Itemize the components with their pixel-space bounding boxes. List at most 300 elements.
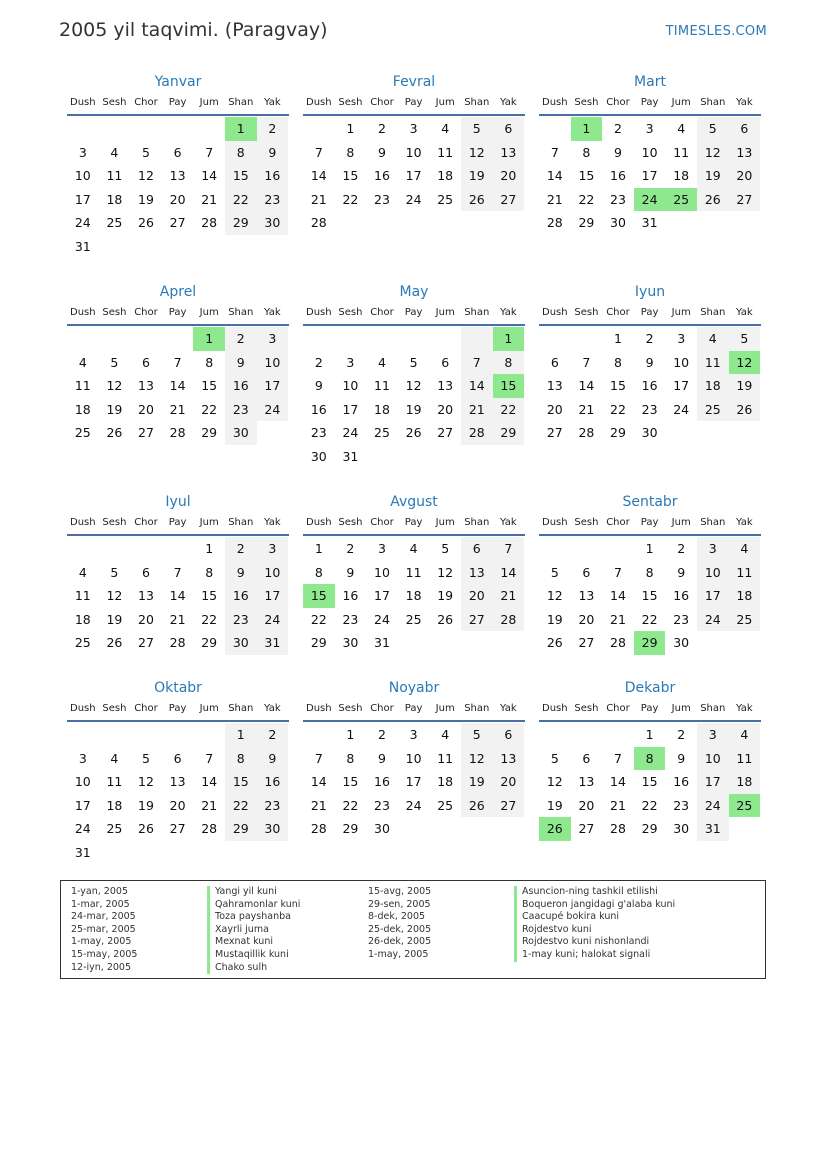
- weekday-label: Chor: [134, 517, 158, 528]
- day-cell: 29: [610, 425, 626, 441]
- legend-entry: 25-dek, 2005: [368, 923, 432, 935]
- day-cell: 28: [201, 821, 218, 837]
- weekday-header: [539, 512, 761, 536]
- day-cell: 8: [346, 144, 355, 160]
- empty-cell: [303, 723, 335, 747]
- day-cell: 2: [378, 121, 386, 136]
- weekday-header: [539, 92, 761, 116]
- day-cell: 30: [225, 631, 257, 655]
- legend-entry: Toza payshanba: [207, 911, 300, 924]
- day-cell: 10: [405, 144, 422, 160]
- day-cell: 16: [310, 401, 327, 417]
- holiday-day: 1: [225, 117, 257, 141]
- day-cell: 16: [257, 164, 289, 188]
- day-cell: 14: [546, 168, 563, 184]
- empty-cell: [539, 327, 571, 351]
- day-cell: 16: [374, 168, 390, 184]
- day-cell: 18: [729, 584, 761, 608]
- day-cell: 20: [578, 797, 595, 813]
- holiday-day: 29: [634, 631, 666, 655]
- day-cell: 16: [225, 584, 257, 608]
- day-cell: 6: [729, 117, 761, 141]
- weekday-label: Jum: [435, 703, 455, 714]
- empty-cell: [193, 723, 225, 747]
- day-cell: 4: [729, 723, 761, 747]
- day-cell: 28: [169, 635, 186, 651]
- month-name: Yanvar: [154, 74, 202, 90]
- day-cell: 26: [461, 188, 493, 212]
- empty-cell: [162, 537, 194, 561]
- day-cell: 30: [641, 425, 658, 441]
- weekday-label: Chor: [606, 703, 630, 714]
- weekday-label: Yak: [736, 97, 753, 108]
- weekday-label: Jum: [435, 97, 455, 108]
- day-cell: 7: [314, 144, 323, 160]
- weekday-label: Shan: [228, 703, 254, 714]
- weekday-header: [67, 92, 289, 116]
- empty-cell: [162, 117, 194, 141]
- month-sentabr: [539, 492, 761, 655]
- day-cell: 14: [169, 588, 186, 604]
- empty-cell: [602, 537, 634, 561]
- day-cell: 2: [677, 541, 686, 556]
- day-cell: 13: [546, 378, 563, 394]
- weekday-label: Yak: [264, 703, 281, 714]
- day-cell: 22: [641, 797, 658, 813]
- weekday-header: [67, 302, 289, 326]
- empty-cell: [461, 327, 493, 351]
- day-cell: 19: [546, 611, 563, 627]
- holiday-day: 26: [539, 817, 571, 841]
- day-cell: 10: [374, 564, 390, 580]
- empty-cell: [539, 537, 571, 561]
- day-cell: 24: [374, 611, 390, 627]
- day-cell: 23: [257, 188, 289, 212]
- weekday-label: Jum: [671, 703, 691, 714]
- day-cell: 29: [342, 821, 359, 837]
- empty-cell: [130, 537, 162, 561]
- day-cell: 25: [74, 635, 91, 651]
- legend-entry: Xayrli juma: [207, 924, 300, 937]
- legend-entry: 1-yan, 2005: [71, 886, 128, 897]
- day-cell: 27: [546, 425, 563, 441]
- day-cell: 5: [110, 354, 119, 370]
- month-name: Aprel: [159, 284, 197, 300]
- weekday-label: Sesh: [338, 703, 363, 714]
- day-cell: 8: [225, 141, 257, 165]
- day-cell: 20: [437, 401, 454, 417]
- weekday-label: Dush: [542, 307, 568, 318]
- day-cell: 6: [461, 537, 493, 561]
- day-cell: 2: [314, 354, 323, 370]
- day-cell: 18: [697, 374, 729, 398]
- day-cell: 16: [257, 770, 289, 794]
- day-cell: 13: [437, 378, 454, 394]
- weekday-label: Sesh: [338, 97, 363, 108]
- day-cell: 21: [169, 611, 186, 627]
- day-grid: [67, 117, 289, 259]
- day-cell: 5: [142, 144, 150, 160]
- day-cell: 3: [645, 121, 654, 136]
- day-cell: 9: [677, 750, 686, 766]
- weekday-label: Sesh: [102, 517, 127, 528]
- day-cell: 27: [437, 425, 454, 441]
- day-cell: 29: [641, 821, 658, 837]
- weekday-label: Jum: [435, 307, 455, 318]
- day-cell: 17: [697, 584, 729, 608]
- day-cell: 7: [461, 351, 493, 375]
- empty-cell: [99, 723, 131, 747]
- day-cell: 7: [314, 750, 323, 766]
- day-cell: 22: [578, 191, 595, 207]
- legend-names-left: [207, 886, 300, 974]
- day-cell: 15: [225, 164, 257, 188]
- day-cell: 23: [310, 425, 327, 441]
- weekday-label: Jum: [199, 97, 219, 108]
- day-cell: 5: [142, 750, 150, 766]
- weekday-label: Sesh: [102, 307, 127, 318]
- day-cell: 4: [78, 564, 87, 580]
- day-cell: 4: [441, 121, 450, 136]
- day-cell: 18: [437, 774, 454, 790]
- day-cell: 13: [578, 774, 595, 790]
- day-cell: 30: [257, 211, 289, 235]
- day-cell: 4: [378, 354, 386, 370]
- empty-cell: [162, 327, 194, 351]
- weekday-label: Yak: [264, 307, 281, 318]
- day-cell: 23: [641, 401, 658, 417]
- day-cell: 20: [169, 797, 186, 813]
- day-cell: 7: [205, 750, 214, 766]
- day-cell: 14: [201, 774, 218, 790]
- empty-cell: [99, 537, 131, 561]
- month-name: Iyul: [165, 494, 191, 510]
- day-cell: 3: [346, 354, 355, 370]
- day-cell: 12: [697, 141, 729, 165]
- day-cell: 18: [405, 588, 422, 604]
- day-cell: 11: [74, 378, 91, 394]
- day-cell: 12: [546, 588, 563, 604]
- day-cell: 15: [342, 774, 359, 790]
- day-cell: 12: [437, 564, 454, 580]
- legend-entry: Rojdestvo kuni: [514, 924, 675, 937]
- empty-cell: [571, 537, 603, 561]
- day-cell: 21: [610, 797, 626, 813]
- day-cell: 16: [225, 374, 257, 398]
- day-cell: 10: [74, 774, 91, 790]
- brand-link[interactable]: TIMESLES.COM: [665, 24, 767, 39]
- weekday-header: [539, 302, 761, 326]
- day-cell: 25: [374, 425, 390, 441]
- day-cell: 22: [342, 797, 359, 813]
- day-cell: 11: [106, 774, 123, 790]
- weekday-label: Sesh: [338, 517, 363, 528]
- day-cell: 13: [461, 561, 493, 585]
- day-cell: 9: [225, 561, 257, 585]
- day-cell: 1: [645, 727, 654, 742]
- day-grid: [303, 327, 525, 469]
- day-cell: 11: [729, 747, 761, 771]
- day-cell: 23: [673, 797, 690, 813]
- day-cell: 17: [342, 401, 359, 417]
- day-cell: 11: [374, 378, 390, 394]
- day-cell: 21: [546, 191, 563, 207]
- month-mart: [539, 72, 761, 235]
- empty-cell: [67, 537, 99, 561]
- day-cell: 19: [546, 797, 563, 813]
- day-cell: 24: [74, 821, 91, 837]
- weekday-label: Jum: [671, 517, 691, 528]
- day-cell: 14: [610, 774, 626, 790]
- day-cell: 27: [138, 635, 154, 651]
- empty-cell: [429, 327, 461, 351]
- day-cell: 14: [493, 561, 525, 585]
- empty-cell: [99, 117, 131, 141]
- day-cell: 24: [74, 215, 91, 231]
- day-cell: 19: [138, 191, 154, 207]
- legend-names-right: [514, 886, 675, 962]
- day-cell: 26: [138, 821, 154, 837]
- day-cell: 23: [225, 398, 257, 422]
- day-cell: 13: [493, 141, 525, 165]
- weekday-label: Yak: [264, 97, 281, 108]
- day-cell: 3: [697, 723, 729, 747]
- day-cell: 6: [582, 564, 591, 580]
- weekday-label: Pay: [168, 97, 187, 108]
- weekday-label: Shan: [464, 97, 490, 108]
- day-cell: 7: [582, 354, 591, 370]
- day-cell: 15: [201, 378, 218, 394]
- weekday-label: Jum: [671, 97, 691, 108]
- weekday-label: Yak: [736, 517, 753, 528]
- month-oktabr: [67, 678, 289, 865]
- day-cell: 10: [342, 378, 359, 394]
- weekday-label: Shan: [464, 307, 490, 318]
- day-cell: 11: [673, 144, 690, 160]
- weekday-label: Dush: [542, 97, 568, 108]
- month-name: Dekabr: [624, 680, 676, 696]
- day-cell: 21: [310, 191, 327, 207]
- weekday-label: Chor: [370, 307, 394, 318]
- day-cell: 22: [610, 401, 626, 417]
- weekday-label: Pay: [404, 517, 423, 528]
- day-cell: 15: [641, 774, 658, 790]
- day-cell: 28: [610, 635, 626, 651]
- day-cell: 13: [729, 141, 761, 165]
- weekday-label: Jum: [199, 307, 219, 318]
- weekday-label: Yak: [500, 97, 517, 108]
- day-cell: 17: [374, 588, 390, 604]
- legend-entry: 8-dek, 2005: [368, 911, 426, 923]
- day-cell: 17: [257, 584, 289, 608]
- day-cell: 14: [461, 374, 493, 398]
- day-cell: 26: [461, 794, 493, 818]
- day-cell: 12: [106, 588, 123, 604]
- day-cell: 10: [697, 747, 729, 771]
- day-cell: 8: [314, 564, 323, 580]
- day-cell: 10: [257, 561, 289, 585]
- month-name: Fevral: [392, 74, 436, 90]
- day-cell: 19: [138, 797, 154, 813]
- day-cell: 7: [614, 564, 622, 580]
- weekday-label: Sesh: [574, 97, 599, 108]
- day-cell: 15: [610, 378, 626, 394]
- month-iyul: [67, 492, 289, 655]
- day-cell: 8: [493, 351, 525, 375]
- day-cell: 15: [225, 770, 257, 794]
- day-cell: 23: [225, 608, 257, 632]
- weekday-header: [303, 302, 525, 326]
- day-cell: 3: [78, 750, 87, 766]
- day-cell: 13: [169, 774, 186, 790]
- day-cell: 22: [310, 611, 327, 627]
- legend-entry: 15-avg, 2005: [368, 886, 432, 897]
- empty-cell: [193, 117, 225, 141]
- day-cell: 1: [346, 727, 355, 742]
- day-cell: 26: [138, 215, 154, 231]
- day-cell: 28: [546, 215, 563, 231]
- day-cell: 30: [342, 635, 359, 651]
- day-cell: 30: [310, 448, 327, 464]
- empty-cell: [67, 723, 99, 747]
- day-cell: 19: [437, 588, 454, 604]
- day-cell: 14: [201, 168, 218, 184]
- day-cell: 2: [346, 541, 355, 556]
- day-cell: 4: [110, 144, 119, 160]
- day-cell: 21: [493, 584, 525, 608]
- day-cell: 29: [201, 635, 218, 651]
- legend-entry: Mexnat kuni: [207, 936, 300, 949]
- day-cell: 7: [550, 144, 559, 160]
- weekday-label: Sesh: [574, 703, 599, 714]
- day-cell: 4: [409, 541, 418, 556]
- day-cell: 26: [437, 611, 454, 627]
- day-cell: 13: [493, 747, 525, 771]
- empty-cell: [571, 723, 603, 747]
- day-cell: 20: [461, 584, 493, 608]
- day-cell: 9: [378, 144, 386, 160]
- weekday-label: Yak: [500, 703, 517, 714]
- day-cell: 4: [110, 750, 119, 766]
- day-cell: 4: [677, 121, 686, 136]
- day-cell: 27: [169, 215, 186, 231]
- day-cell: 6: [142, 564, 150, 580]
- weekday-label: Pay: [640, 97, 659, 108]
- day-cell: 9: [614, 144, 622, 160]
- weekday-label: Chor: [370, 517, 394, 528]
- day-cell: 27: [169, 821, 186, 837]
- month-aprel: [67, 282, 289, 445]
- legend-entry: 26-dek, 2005: [368, 936, 432, 948]
- day-cell: 2: [677, 727, 686, 742]
- day-cell: 15: [641, 588, 658, 604]
- weekday-label: Pay: [404, 307, 423, 318]
- day-cell: 28: [201, 215, 218, 231]
- legend-entry: Caacupé bokira kuni: [514, 911, 675, 924]
- day-cell: 28: [169, 425, 186, 441]
- day-cell: 3: [378, 541, 386, 556]
- weekday-label: Shan: [700, 307, 726, 318]
- page-title: 2005 yil taqvimi. (Paragvay): [59, 19, 328, 41]
- weekday-label: Pay: [640, 307, 659, 318]
- day-cell: 16: [641, 378, 658, 394]
- day-cell: 22: [201, 401, 218, 417]
- day-cell: 14: [578, 378, 595, 394]
- weekday-label: Shan: [228, 97, 254, 108]
- day-grid: [67, 537, 289, 655]
- day-cell: 11: [74, 588, 91, 604]
- day-cell: 2: [645, 331, 654, 346]
- weekday-header: [303, 512, 525, 536]
- day-cell: 23: [374, 191, 390, 207]
- day-cell: 8: [205, 564, 214, 580]
- holiday-day: 24: [634, 188, 666, 212]
- weekday-label: Sesh: [574, 307, 599, 318]
- day-cell: 16: [673, 774, 690, 790]
- day-cell: 8: [225, 747, 257, 771]
- day-cell: 9: [645, 354, 654, 370]
- day-cell: 30: [673, 635, 690, 651]
- day-cell: 1: [314, 541, 323, 556]
- weekday-label: Sesh: [102, 97, 127, 108]
- day-cell: 2: [614, 121, 622, 136]
- day-cell: 31: [342, 448, 359, 464]
- day-cell: 20: [729, 164, 761, 188]
- day-cell: 30: [225, 421, 257, 445]
- day-cell: 11: [106, 168, 123, 184]
- day-grid: [539, 117, 761, 235]
- day-cell: 2: [257, 723, 289, 747]
- day-cell: 1: [205, 541, 214, 556]
- empty-cell: [303, 117, 335, 141]
- day-cell: 25: [405, 611, 422, 627]
- day-cell: 18: [106, 191, 123, 207]
- day-cell: 31: [74, 238, 91, 254]
- day-cell: 2: [225, 327, 257, 351]
- day-cell: 18: [374, 401, 390, 417]
- day-cell: 3: [409, 727, 418, 742]
- day-cell: 11: [697, 351, 729, 375]
- day-cell: 28: [493, 608, 525, 632]
- month-may: [303, 282, 525, 469]
- day-cell: 28: [310, 215, 327, 231]
- day-cell: 13: [169, 168, 186, 184]
- legend-entry: 12-iyn, 2005: [71, 961, 132, 973]
- legend-entry: 24-mar, 2005: [71, 911, 136, 923]
- empty-cell: [571, 327, 603, 351]
- day-cell: 20: [169, 191, 186, 207]
- day-cell: 19: [729, 374, 761, 398]
- month-name: Oktabr: [154, 680, 202, 696]
- day-cell: 7: [205, 144, 214, 160]
- empty-cell: [130, 117, 162, 141]
- day-cell: 1: [346, 121, 355, 136]
- day-cell: 9: [314, 378, 323, 394]
- holiday-day: 12: [729, 351, 761, 375]
- day-cell: 28: [578, 425, 595, 441]
- weekday-label: Chor: [606, 307, 630, 318]
- day-cell: 6: [173, 750, 182, 766]
- day-cell: 7: [614, 750, 622, 766]
- day-cell: 14: [169, 378, 186, 394]
- day-cell: 7: [173, 354, 182, 370]
- day-cell: 19: [405, 401, 422, 417]
- day-cell: 30: [673, 821, 690, 837]
- day-cell: 2: [378, 727, 386, 742]
- weekday-label: Sesh: [338, 307, 363, 318]
- empty-cell: [130, 723, 162, 747]
- day-cell: 18: [74, 401, 91, 417]
